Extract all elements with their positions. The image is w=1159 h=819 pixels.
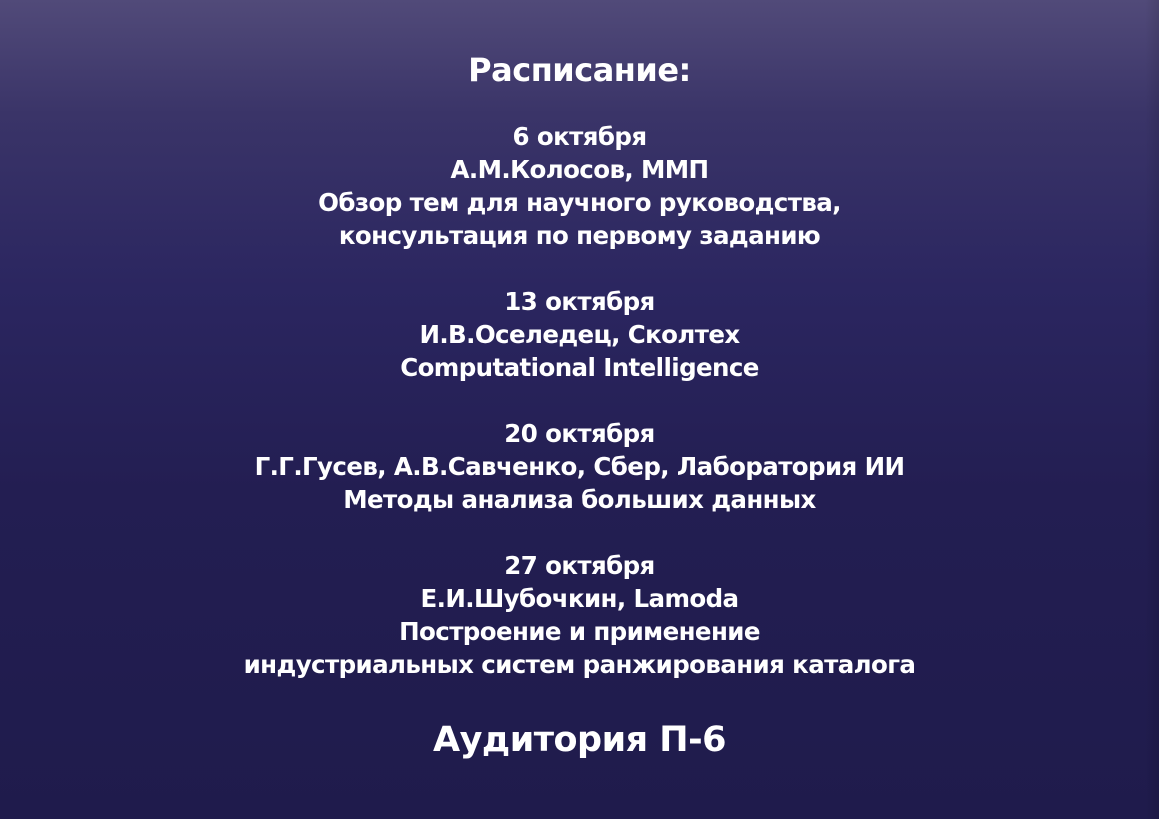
schedule-entry-oct-27	[0, 549, 1159, 681]
entry-topic-line: Обзор тем для научного руководства,	[318, 188, 841, 217]
entry-topic-line: Computational Intelligence	[400, 353, 759, 382]
entry-speaker: А.М.Колосов, ММП	[450, 155, 709, 184]
entry-topic-line: консультация по первому заданию	[338, 221, 821, 250]
entry-topic-line: Методы анализа больших данных	[343, 485, 816, 514]
entry-date: 13 октября	[504, 287, 655, 316]
schedule-entry-oct-13	[0, 285, 1159, 384]
entry-speaker: И.В.Оселедец, Сколтех	[419, 320, 740, 349]
entry-topic-line: индустриальных систем ранжирования каталога	[243, 650, 916, 679]
room-label: Аудитория П-6	[433, 720, 726, 760]
entry-date: 27 октября	[504, 551, 655, 580]
schedule-title: Расписание:	[468, 51, 691, 89]
entry-date: 6 октября	[512, 122, 647, 151]
entry-speaker: Г.Г.Гусев, А.В.Савченко, Сбер, Лаборатория ИИ	[254, 452, 905, 481]
entry-topic-line: Построение и применение	[399, 617, 760, 646]
entry-date: 20 октября	[504, 419, 655, 448]
schedule-entry-oct-6	[0, 120, 1159, 252]
schedule-entry-oct-20	[0, 417, 1159, 516]
edge-shade	[1145, 0, 1159, 819]
entry-speaker: Е.И.Шубочкин, Lamoda	[420, 584, 739, 613]
